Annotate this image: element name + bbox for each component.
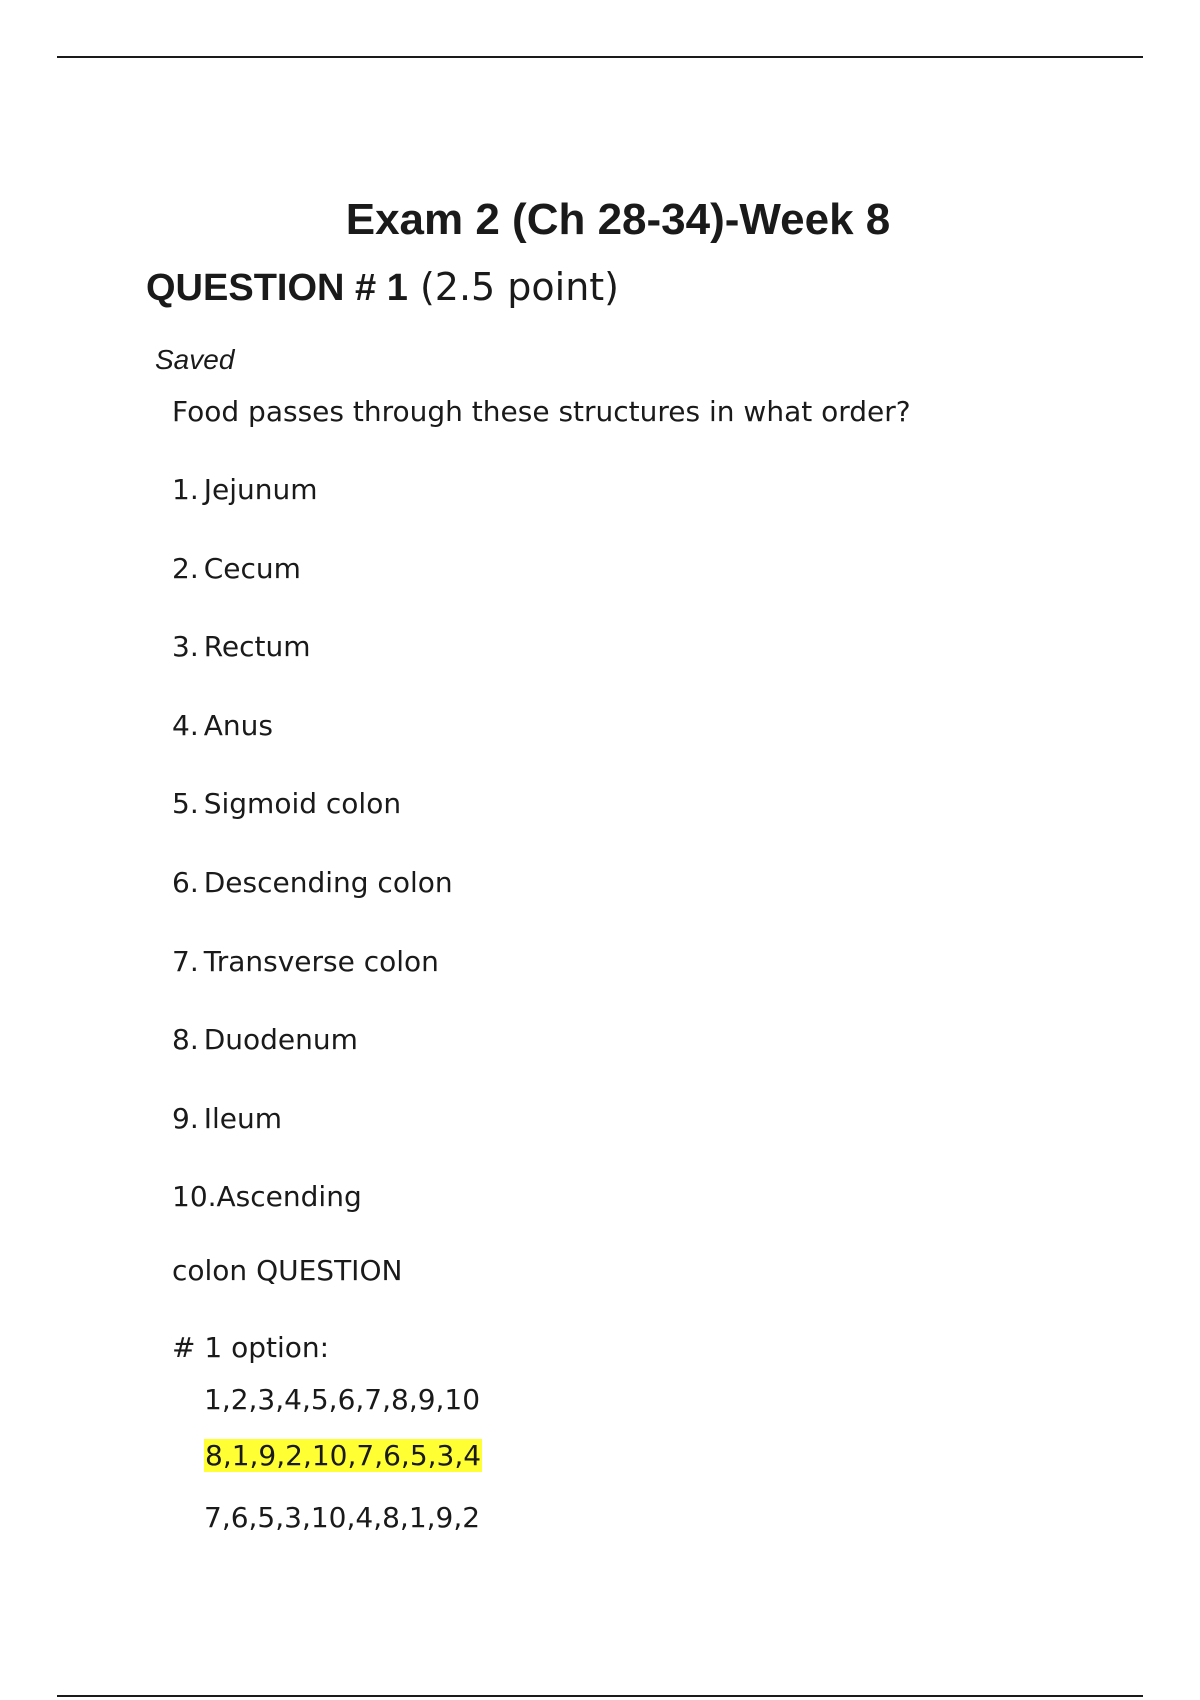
answer-option[interactable] [204, 1500, 482, 1536]
list-item [172, 1022, 453, 1101]
structure-list [172, 472, 453, 1258]
answer-options [204, 1382, 482, 1536]
highlighted-answer-text: 8,1,9,2,10,7,6,5,3,4 [205, 1439, 482, 1472]
item-number: 3. [172, 630, 199, 664]
options-heading: # 1 option: [172, 1331, 330, 1364]
question-label: QUESTION # 1 [146, 267, 408, 309]
question-points: (2.5 point) [419, 265, 620, 309]
item-number: 7. [172, 944, 199, 978]
item-text: Descending colon [203, 865, 453, 899]
item-text: Rectum [203, 630, 311, 664]
saved-status: Saved [155, 344, 235, 375]
item-number: 2. [172, 551, 199, 585]
list-item [172, 944, 453, 1023]
wrapped-text-line: colon QUESTION [172, 1254, 403, 1287]
list-item [172, 472, 453, 551]
answer-option-text: 7,6,5,3,10,4,8,1,9,2 [204, 1501, 481, 1534]
item-number: 10. [172, 1180, 217, 1214]
answer-option[interactable] [204, 1382, 482, 1438]
list-item [172, 1101, 453, 1180]
list-item [172, 629, 453, 708]
item-text: Duodenum [203, 1023, 358, 1057]
answer-option-text: 1,2,3,4,5,6,7,8,9,10 [204, 1383, 481, 1416]
exam-title: Exam 2 (Ch 28-34)-Week 8 [345, 195, 891, 244]
item-text: Transverse colon [203, 944, 439, 978]
item-text: Sigmoid colon [203, 787, 402, 821]
item-text: Ileum [203, 1101, 283, 1135]
item-number: 5. [172, 787, 199, 821]
item-text: Jejunum [203, 473, 318, 506]
item-text: Cecum [203, 551, 301, 585]
question-heading [146, 263, 619, 312]
list-item [172, 708, 453, 787]
header-rule [57, 56, 1143, 58]
list-item [172, 551, 453, 630]
item-number: 8. [172, 1023, 199, 1057]
item-text: Anus [203, 708, 273, 742]
item-number: 1. [172, 473, 199, 506]
list-item [172, 786, 453, 865]
item-number: 9. [172, 1101, 199, 1135]
footer-rule [57, 1695, 1143, 1697]
item-text: Ascending [216, 1180, 362, 1214]
answer-option-selected[interactable] [204, 1438, 482, 1500]
question-prompt: Food passes through these structures in what order? [172, 395, 911, 428]
list-item [172, 1179, 453, 1258]
list-item [172, 865, 453, 944]
item-number: 4. [172, 708, 199, 742]
item-number: 6. [172, 865, 199, 899]
